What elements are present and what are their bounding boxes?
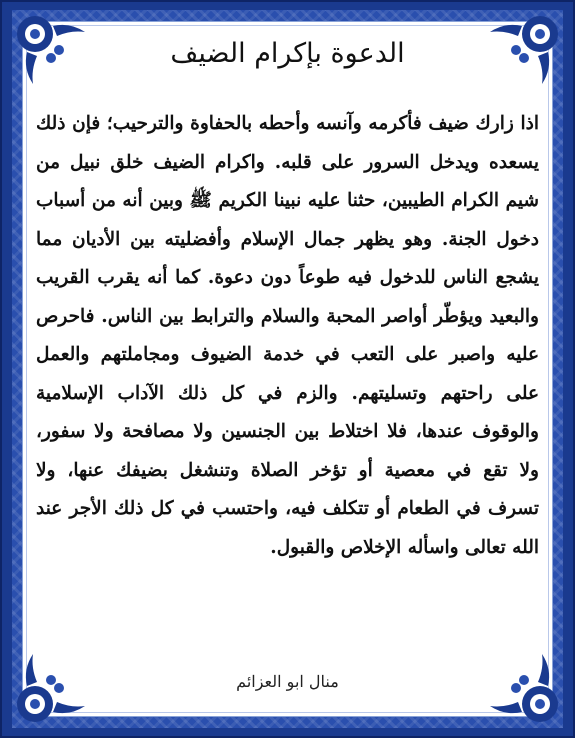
author-signature: منال ابو العزائم [236,672,339,691]
document-title: الدعوة بإكرام الضيف [170,38,405,69]
document-body: اذا زارك ضيف فأكرمه وآنسه وأحطه بالحفاوة والترحيب؛ فإن ذلك يسعده ويدخل السرور على قلبه. واكرام الضيف خلق نبيل من شيم الكرام الطيبين، حثنا عليه نبينا الكريم ﷺ وبين أنه من أسباب دخول الجنة. وهو يظهر جمال الإسلام وأفضليته بين الأديان مما يشجع الناس للدخول فيه طوعاً دون دعوة. كما أنه يقرب القريب والبعيد ويؤطّر أواصر المحبة والسلام والترابط بين الناس. فاحرص عليه واصبر على التعب في خدمة الضيوف ومجاملتهم والعمل على راحتهم وتسليتهم. والزم في كل ذلك الآداب الإسلامية والوقوف عندها، فلا اختلاط بين الجنسين ولا مصافحة ولا سفور، ولا تقع في معصية أو تؤخر الصلاة وتنشغل بضيفك عنها، ولا تسرف في الطعام أو تتكلف فيه، واحتسب في كل ذلك الأجر عند الله تعالى واسأله الإخلاص والقبول. [36,113,539,558]
